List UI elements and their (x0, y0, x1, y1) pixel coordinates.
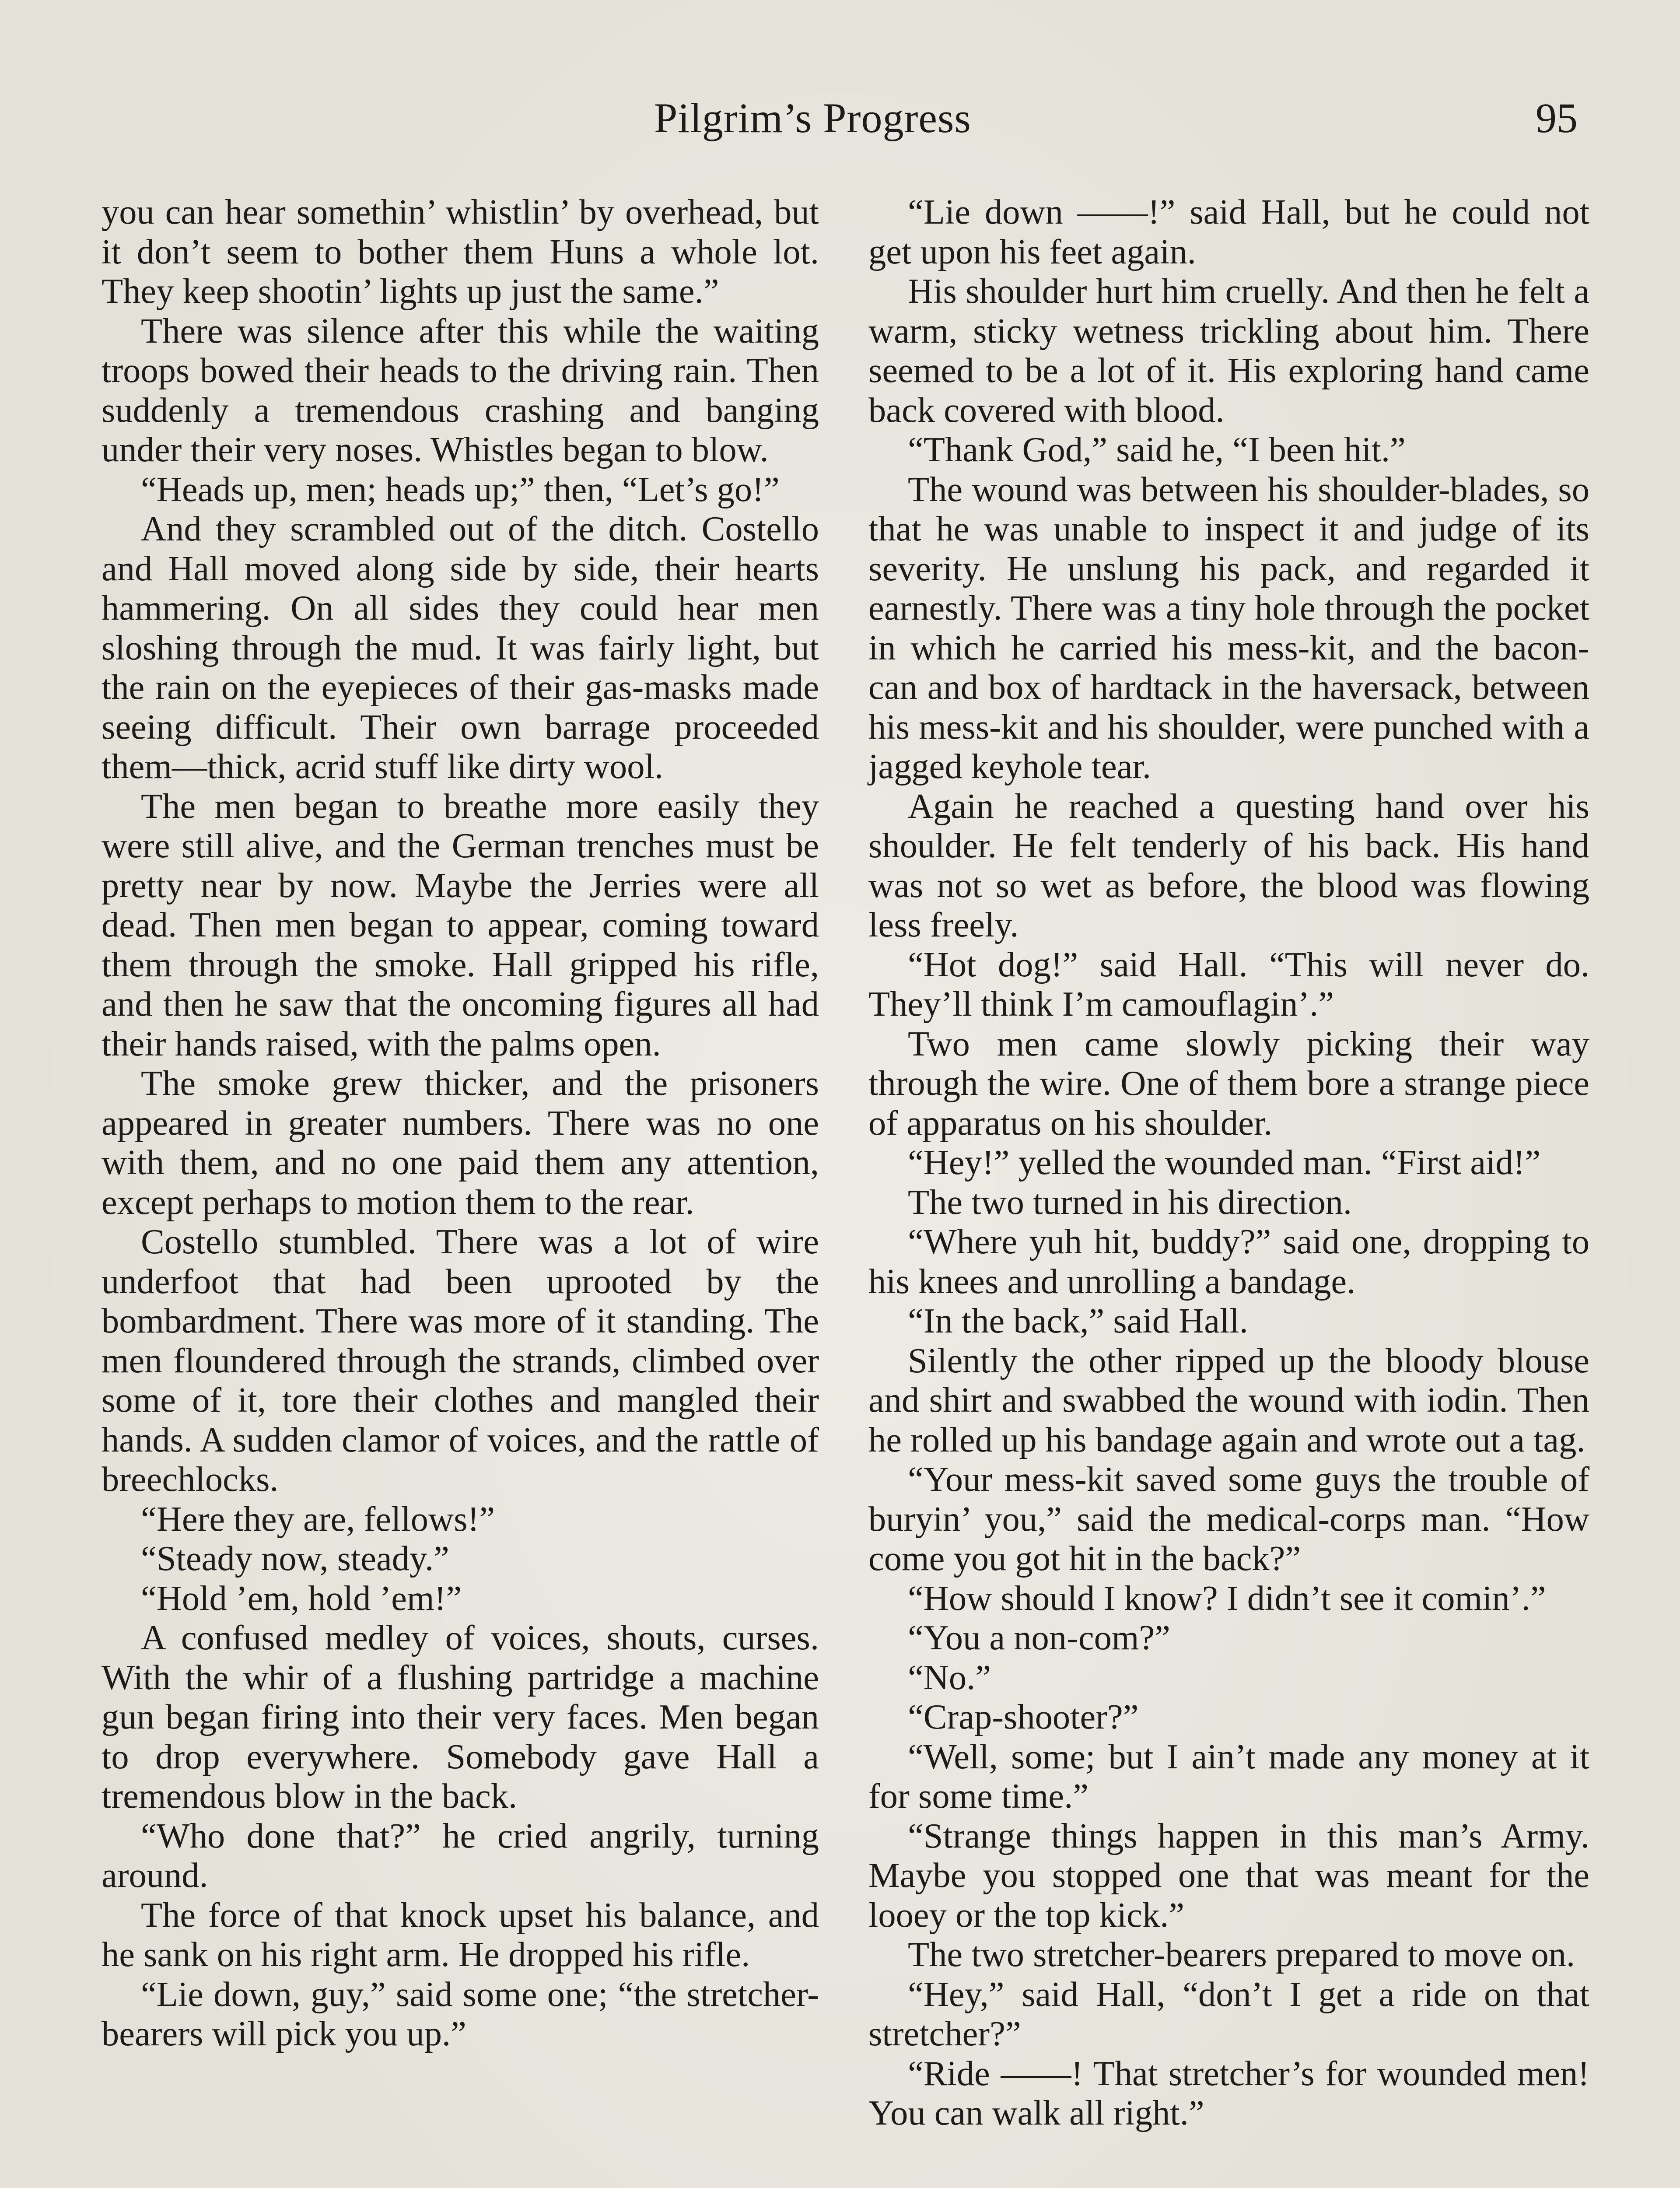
paragraph: A confused medley of voices, shouts, curses. With the whir of a flushing partridge a machine gun began firing into their very faces. Men began to drop everywhere. Somebody gave Hall a tremendous blow in the back. (102, 1618, 819, 1816)
paragraph: “Heads up, men; heads up;” then, “Let’s go!” (141, 470, 780, 509)
paragraph: “Hey,” said Hall, “don’t I get a ride on that stretcher?” (868, 1974, 1589, 2053)
paragraph: “Strange things happen in this man’s Army. Maybe you stopped one that was meant for the looey or the top kick.” (868, 1816, 1589, 1935)
paragraph: “Steady now, steady.” (141, 1539, 449, 1578)
paragraph: “Hey!” yelled the wounded man. “First aid!” (908, 1143, 1541, 1182)
paragraph: “No.” (908, 1658, 991, 1697)
paragraph: “You a non-com?” (908, 1618, 1170, 1657)
paragraph: “Lie down ——!” said Hall, but he could not get upon his feet again. (868, 193, 1589, 271)
paragraph: “In the back,” said Hall. (908, 1301, 1248, 1340)
running-title: Pilgrim’s Progress (654, 95, 971, 141)
paragraph: And they scrambled out of the ditch. Costello and Hall moved along side by side, their hearts hammering. On all sides they could hear men sloshing through the mud. It was fairly light, but the rain on the eyepieces of their gas-masks made seeing difficult. Their own barrage proceeded them—thick, acrid stuff like dirty wool. (102, 509, 819, 786)
paragraph: His shoulder hurt him cruelly. And then he felt a warm, sticky wetness trickling about him. There seemed to be a lot of it. His exploring hand came back covered with blood. (868, 272, 1589, 430)
paragraph: “Lie down, guy,” said some one; “the stretcher-bearers will pick you up.” (102, 1974, 819, 2053)
right-column (868, 193, 1589, 2133)
paragraph: The two turned in his direction. (908, 1182, 1352, 1222)
paragraph: “Thank God,” said he, “I been hit.” (908, 430, 1406, 469)
paragraph: Silently the other ripped up the bloody blouse and shirt and swabbed the wound with iodin. Then he rolled up his bandage again and wrote out a tag. (868, 1341, 1589, 1459)
paragraph: Two men came slowly picking their way through the wire. One of them bore a strange piece of apparatus on his shoulder. (868, 1024, 1589, 1143)
paragraph: The wound was between his shoulder-blades, so that he was unable to inspect it and judge of its severity. He unslung his pack, and regarded it earnestly. There was a tiny hole through the pocket in which he carried his mess-kit, and the bacon-can and box of hardtack in the haversack, between his mess-kit and his shoulder, were punched with a jagged keyhole tear. (868, 470, 1589, 786)
paragraph: “Ride ——! That stretcher’s for wounded men! You can walk all right.” (868, 2054, 1589, 2132)
left-column (102, 193, 819, 2054)
paragraph: “Who done that?” he cried angrily, turning around. (102, 1816, 819, 1895)
paragraph: “Where yuh hit, buddy?” said one, dropping to his knees and unrolling a bandage. (868, 1222, 1589, 1301)
paragraph: There was silence after this while the waiting troops bowed their heads to the driving rain. Then suddenly a tremendous crashing and banging under their very noses. Whistles began to blow. (102, 311, 819, 469)
paragraph: you can hear somethin’ whistlin’ by overhead, but it don’t seem to bother them Huns a whole lot. They keep shootin’ lights up just the same.” (102, 193, 819, 311)
paragraph: Again he reached a questing hand over his shoulder. He felt tenderly of his back. His hand was not so wet as before, the blood was flowing less freely. (868, 786, 1589, 944)
paragraph: “Your mess-kit saved some guys the trouble of buryin’ you,” said the medical-corps man. “How come you got hit in the back?” (868, 1460, 1589, 1578)
page-number: 95 (1536, 95, 1578, 141)
paragraph: “How should I know? I didn’t see it comin’.” (908, 1578, 1546, 1618)
paragraph: “Here they are, fellows!” (141, 1499, 495, 1539)
paragraph: The smoke grew thicker, and the prisoners appeared in greater numbers. There was no one with them, and no one paid them any attention, except perhaps to motion them to the rear. (102, 1064, 819, 1222)
paragraph: Costello stumbled. There was a lot of wire underfoot that had been uprooted by the bombardment. There was more of it standing. The men floundered through the strands, climbed over some of it, tore their clothes and mangled their hands. A sudden clamor of voices, and the rattle of breechlocks. (102, 1222, 819, 1499)
paragraph: The force of that knock upset his balance, and he sank on his right arm. He dropped his rifle. (102, 1895, 819, 1974)
paragraph: “Well, some; but I ain’t made any money at it for some time.” (868, 1737, 1589, 1816)
paragraph: “Hot dog!” said Hall. “This will never do. They’ll think I’m camouflagin’.” (868, 945, 1589, 1024)
paragraph: The two stretcher-bearers prepared to move on. (908, 1935, 1575, 1974)
paragraph: The men began to breathe more easily they were still alive, and the German trenches must be pretty near by now. Maybe the Jerries were all dead. Then men began to appear, coming toward them through the smoke. Hall gripped his rifle, and then he saw that the oncoming figures all had their hands raised, with the palms open. (102, 786, 819, 1063)
running-head (0, 90, 1680, 147)
paragraph: “Hold ’em, hold ’em!” (141, 1578, 462, 1618)
paragraph: “Crap-shooter?” (908, 1697, 1139, 1736)
